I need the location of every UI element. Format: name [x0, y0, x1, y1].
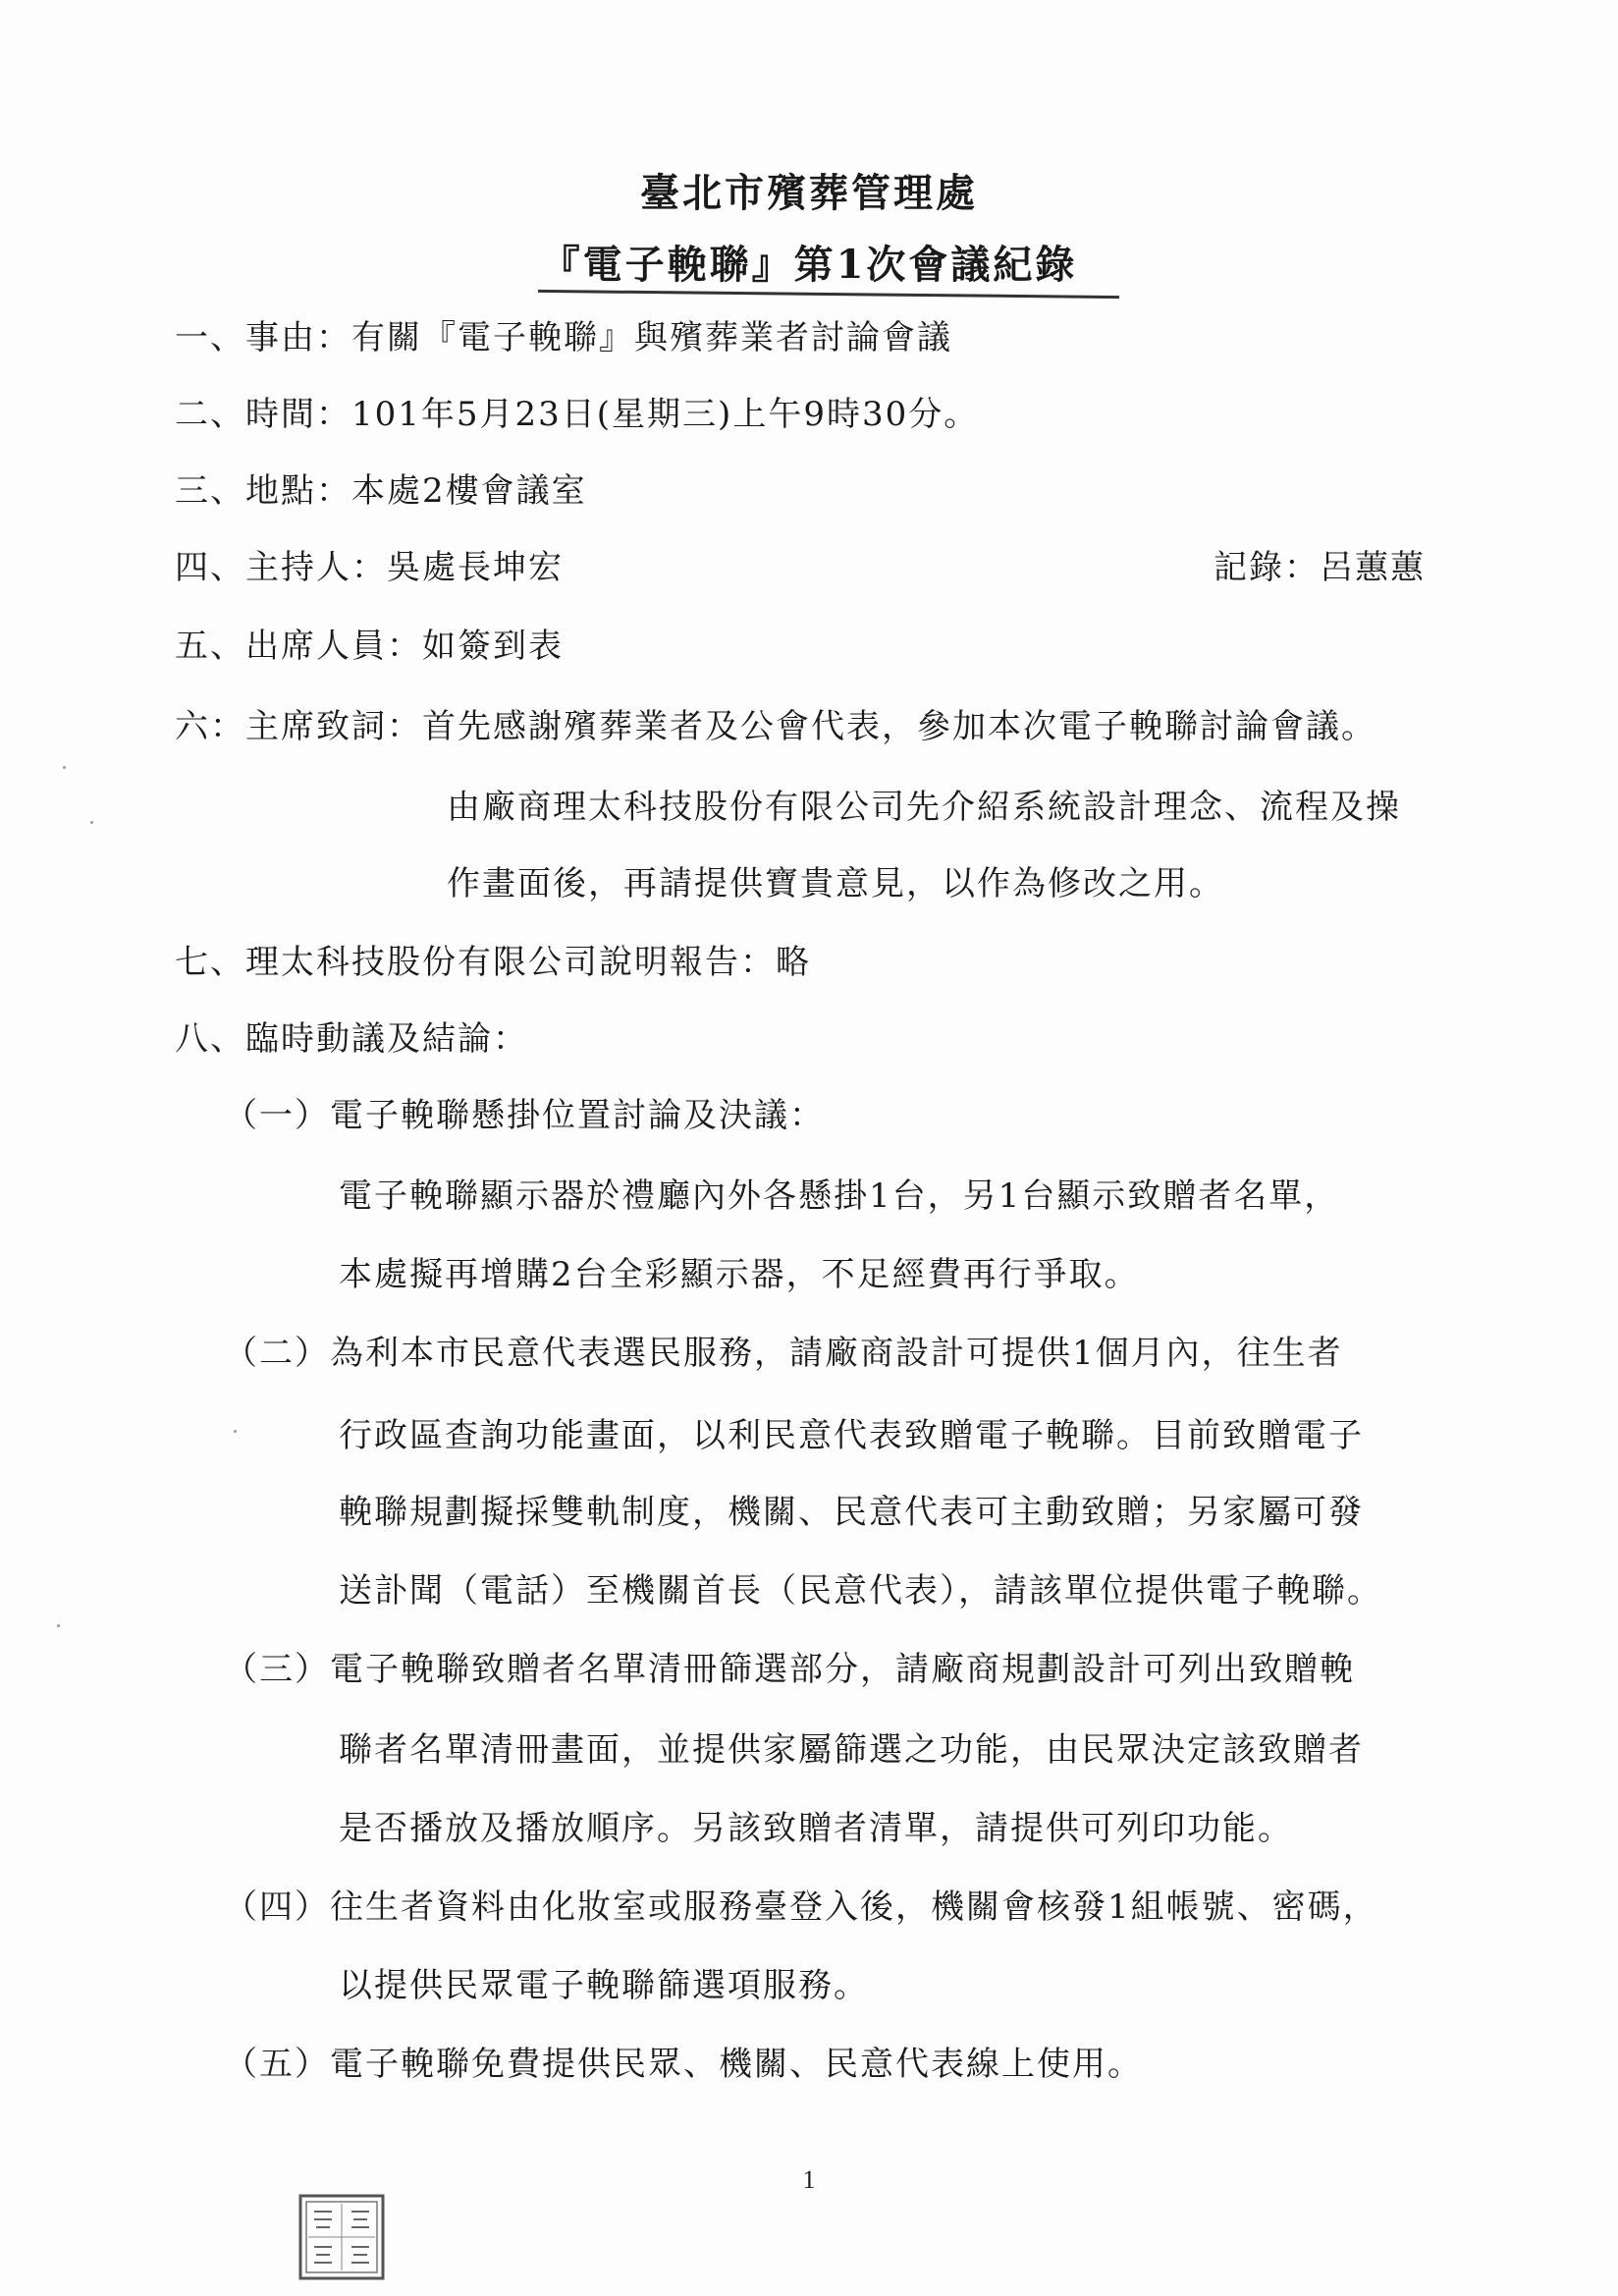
- resolution-1-title: （一）電子輓聯懸掛位置討論及決議：: [224, 1096, 825, 1135]
- item-reason: 一、事由：有關『電子輓聯』與殯葬業者討論會議: [175, 318, 952, 357]
- item-host: 四、主持人：吳處長坤宏: [175, 548, 564, 587]
- item-recorder: 記錄：呂蕙蕙: [1214, 548, 1426, 587]
- resolution-3-text: （三）電子輓聯致贈者名單清冊篩選部分，請廠商規劃設計可列出致贈輓: [224, 1650, 1355, 1689]
- item-time: 二、時間：101年5月23日(星期三)上午9時30分。: [175, 395, 980, 434]
- resolution-2-text: 輓聯規劃擬採雙軌制度，機關、民意代表可主動致贈；另家屬可發: [339, 1493, 1364, 1532]
- resolution-2-text: 行政區查詢功能畫面，以利民意代表致贈電子輓聯。目前致贈電子: [339, 1416, 1364, 1455]
- official-seal-stamp: [295, 2190, 389, 2284]
- item-report: 七、理太科技股份有限公司說明報告：略: [175, 943, 811, 982]
- resolution-3-text: 是否播放及播放順序。另該致贈者清單，請提供可列印功能。: [339, 1809, 1293, 1848]
- item-attendees: 五、出席人員：如簽到表: [175, 627, 564, 666]
- item-chair-speech-cont: 作畫面後，再請提供寶貴意見，以作為修改之用。: [447, 864, 1224, 903]
- resolution-3-text: 聯者名單清冊畫面，並提供家屬篩選之功能，由民眾決定該致贈者: [339, 1730, 1364, 1770]
- document-title-meeting: 『電子輓聯』第1次會議紀錄: [540, 242, 1078, 288]
- page-number: 1: [802, 2165, 816, 2194]
- item-chair-speech: 六：主席致詞：首先感謝殯葬業者及公會代表，參加本次電子輓聯討論會議。: [175, 707, 1376, 746]
- scan-speck: [63, 766, 66, 769]
- resolution-1-text: 本處擬再增購2台全彩顯示器，不足經費再行爭取。: [339, 1255, 1140, 1294]
- item-motions: 八、臨時動議及結論：: [175, 1019, 528, 1059]
- scan-speck: [90, 821, 93, 824]
- resolution-2-text: 送訃聞（電話）至機關首長（民意代表），請該單位提供電子輓聯。: [339, 1571, 1382, 1611]
- resolution-4-text: （四）往生者資料由化妝室或服務臺登入後，機關會核發1組帳號、密碼，: [224, 1887, 1378, 1927]
- title-underline: [538, 290, 1119, 299]
- scan-speck: [57, 1624, 60, 1627]
- document-title-organization: 臺北市殯葬管理處: [640, 170, 978, 216]
- item-place: 三、地點：本處2樓會議室: [175, 471, 587, 511]
- resolution-2-text: （二）為利本市民意代表選民服務，請廠商設計可提供1個月內，往生者: [224, 1334, 1343, 1373]
- resolution-5-text: （五）電子輓聯免費提供民眾、機關、民意代表線上使用。: [224, 2045, 1143, 2084]
- resolution-4-text: 以提供民眾電子輓聯篩選項服務。: [339, 1966, 869, 2005]
- resolution-1-text: 電子輓聯顯示器於禮廳內外各懸掛1台，另1台顯示致贈者名單，: [339, 1176, 1340, 1216]
- item-chair-speech-cont: 由廠商理太科技股份有限公司先介紹系統設計理念、流程及操: [447, 788, 1401, 827]
- scan-speck: [234, 1430, 237, 1433]
